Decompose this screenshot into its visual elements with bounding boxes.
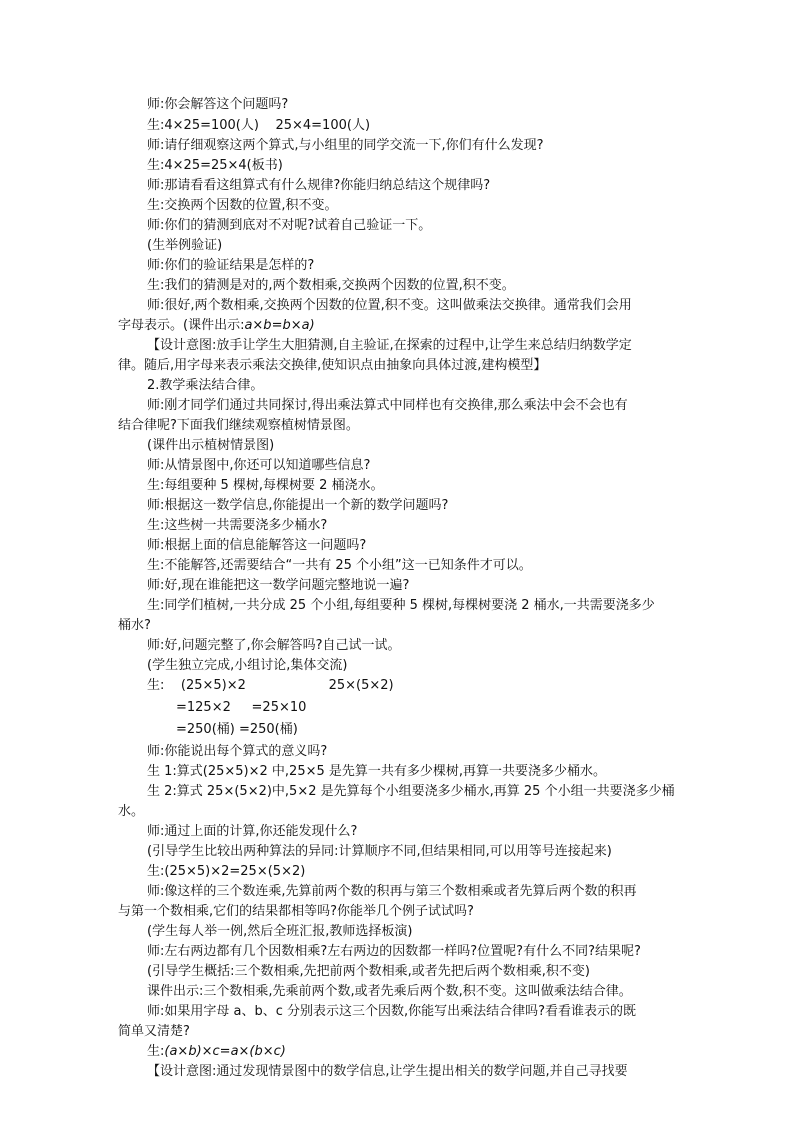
- text-line: (课件出示植树情景图): [147, 438, 275, 453]
- text-line: 师:你能说出每个算式的意义吗?: [147, 744, 328, 759]
- text-line: 师:左右两边都有几个因数相乘?左右两边的因数都一样吗?位置呢?有什么不同?结果呢?: [147, 944, 641, 959]
- text-line: 桶水?: [118, 618, 151, 633]
- text-line: 师:如果用字母 a、b、c 分别表示这三个因数,你能写出乘法结合律吗?看看谁表示的既: [147, 1004, 637, 1019]
- text-line: (引导学生比较出两种算法的异同:计算顺序不同,但结果相同,可以用等号连接起来): [147, 844, 612, 859]
- text-line: 师:刚才同学们通过共同探讨,得出乘法算式中同样也有交换律,那么乘法中会不会也有: [147, 398, 628, 413]
- text-line: 师:通过上面的计算,你还能发现什么?: [147, 824, 358, 839]
- text-line: (学生独立完成,小组讨论,集体交流): [147, 658, 348, 673]
- design-intent-note: 律。随后,用字母来表示乘法交换律,使知识点由抽象向具体过渡,建构模型】: [118, 358, 547, 373]
- text-line: 生:每组要种 5 棵树,每棵树要 2 桶浇水。: [147, 478, 384, 493]
- text-line: 水。: [118, 804, 145, 819]
- text-line: 生:不能解答,还需要结合“一共有 25 个小组”这一已知条件才可以。: [147, 558, 532, 573]
- text-line: (学生每人举一例,然后全班汇报,教师选择板演): [147, 924, 413, 939]
- text-line: 师:从情景图中,你还可以知道哪些信息?: [147, 458, 371, 473]
- formula: (a×b)×c=a×(b×c): [164, 1044, 286, 1059]
- text-line: 师:你会解答这个问题吗?: [147, 97, 289, 112]
- text-line: 生 1:算式(25×5)×2 中,25×5 是先算一共有多少棵树,再算一共要浇多少桶水。: [147, 764, 607, 779]
- text-line: 师:很好,两个数相乘,交换两个因数的位置,积不变。这叫做乘法交换律。通常我们会用: [147, 298, 632, 313]
- text-line: 与第一个数相乘,它们的结果都相等吗?你能举几个例子试试吗?: [118, 904, 474, 919]
- text-line: 结合律呢?下面我们继续观察植树情景图。: [118, 418, 359, 433]
- text-line: 生:4×25=100(人) 25×4=100(人): [147, 118, 371, 133]
- text-line: 师:根据上面的信息能解答这一问题吗?: [147, 538, 367, 553]
- design-intent-note: 【设计意图:放手让学生大胆猜测,自主验证,在探索的过程中,让学生来总结归纳数学定: [147, 338, 632, 353]
- text-span: 生:: [147, 1044, 165, 1059]
- text-line: 生 2:算式 25×(5×2)中,5×2 是先算每个小组要浇多少桶水,再算 25 个小组一共要浇多少桶: [147, 784, 675, 799]
- calculation-line: =125×2 =25×10: [176, 700, 307, 715]
- text-line: 师:好,问题完整了,你会解答吗?自己试一试。: [147, 638, 401, 653]
- text-line: 课件出示:三个数相乘,先乘前两个数,或者先乘后两个数,积不变。这叫做乘法结合律。: [147, 984, 632, 999]
- calculation-line: 生: (25×5)×2 25×(5×2): [147, 678, 394, 693]
- text-line: 生:(25×5)×2=25×(5×2): [147, 864, 306, 879]
- text-line: 师:根据这一数学信息,你能提出一个新的数学问题吗?: [147, 498, 449, 513]
- text-line: 生:4×25=25×4(板书): [147, 158, 283, 173]
- text-line: 生:这些树一共需要浇多少桶水?: [147, 518, 328, 533]
- text-span: 字母表示。(课件出示:: [118, 318, 245, 333]
- text-line: 师:像这样的三个数连乘,先算前两个数的积再与第三个数相乘或者先算后两个数的积再: [147, 884, 637, 899]
- text-line: 生:我们的猜测是对的,两个数相乘,交换两个因数的位置,积不变。: [147, 278, 515, 293]
- text-line: 师:你们的猜测到底对不对呢?试着自己验证一下。: [147, 218, 432, 233]
- text-line: (引导学生概括:三个数相乘,先把前两个数相乘,或者先把后两个数相乘,积不变): [147, 964, 590, 979]
- formula: a×b=b×a): [244, 318, 315, 333]
- text-line: 师:那请看看这组算式有什么规律?你能归纳总结这个规律吗?: [147, 178, 491, 193]
- design-intent-note: 【设计意图:通过发现情景图中的数学信息,让学生提出相关的数学问题,并自己寻找要: [147, 1064, 628, 1079]
- text-line: 生:同学们植树,一共分成 25 个小组,每组要种 5 棵树,每棵树要浇 2 桶水,一共需要浇多少: [147, 598, 655, 613]
- text-line: 师:请仔细观察这两个算式,与小组里的同学交流一下,你们有什么发现?: [147, 138, 544, 153]
- text-line: 师:好,现在谁能把这一数学问题完整地说一遍?: [147, 578, 410, 593]
- text-line: 师:你们的验证结果是怎样的?: [147, 258, 315, 273]
- calculation-line: =250(桶) =250(桶): [176, 722, 298, 737]
- text-line: 简单又清楚?: [118, 1024, 190, 1039]
- section-heading: 2.教学乘法结合律。: [147, 378, 264, 393]
- text-line: 生:交换两个因数的位置,积不变。: [147, 198, 338, 213]
- text-line: [118, 316, 315, 335]
- text-line: (生举例验证): [147, 238, 223, 253]
- text-line: [147, 1042, 286, 1061]
